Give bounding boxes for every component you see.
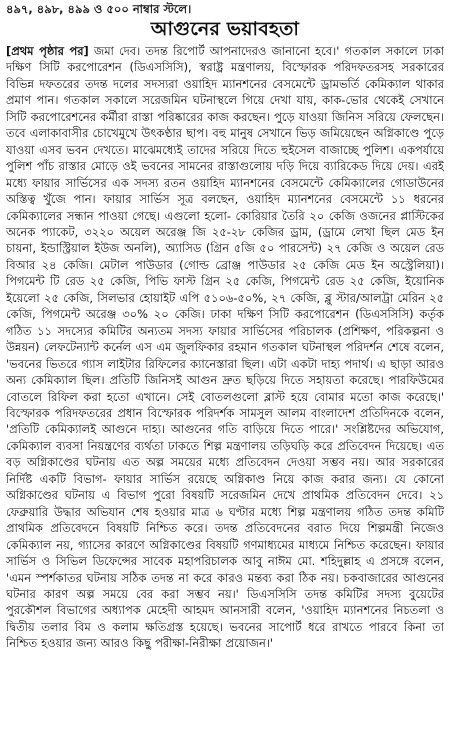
continuation-line: ৪৯৭, ৪৯৮, ৪৯৯ ও ৫০০ নাম্বার স্টলে। [6,2,192,16]
headline: আগুনের ভয়াবহতা [150,18,300,40]
article-body-text: জমা দেব। তদন্ত রিপোর্ট আপনাদেরও জানানো হবে।' গতকাল সকালে ঢাকা দক্ষিণ সিটি করপোরেশন (ডিএসসিসি), স্বরাষ্ট্র মন্ত্রণালয়, বিস্ফোরক পরিদফতরসহ সরকারের বিভিন্ন দফতরের তদন্ত দলের সদস্যরা ওয়াহিদ ম্যানশনের বেসমেন্টে ড্রামভর্তি কেমিক্যাল থাকার প্রমাণ পান। গতকাল সকালে সরেজমিন ঘটনাস্থলে গিয়ে দেখা যায়, কাক-ভোর থেকেই সেখানে সিটি করপোরেশনের কর্মীরা রাস্তা পরিষ্কারের কাজ করছেন। পুড়ে যাওয়া জিনিস সরিয়ে ফেলছেন। তবে এলাকাবাসীর চোখেমুখে উৎকণ্ঠার ছাপ। বহু মানুষ সেখানে ভিড় জমিয়েছেন অগ্নিকাণ্ডে পুড়ে যাওয়া এসব ভবন দেখতে। মাঝেমধ্যেই তাদের সরিয়ে দিতে হুইসেল বাজাচ্ছে পুলিশ। একপর্যায়ে পুলিশ পাঁচ রাস্তার মোড়ে ওই ভবনের সামনের রাস্তাগুলোয় দড়ি দিয়ে ব্যারিকেড দিয়ে দেয়। এরই মধ্যে ফায়ার সার্ভিসের এক সদস্য রতন ওয়াহিদ ম্যানশনের বেসমেন্টে কেমিক্যালের গোডাউনের অস্তিত্ব খুঁজে পান। ফায়ার সার্ভিস সূত্র বলছেন, ওয়াহিদ ম্যানশনের বেসমেন্টে ১১ ধরনের কেমিক্যালের সন্ধান পাওয়া গেছে। এগুলো হলো- কোরিয়ার তৈরি ২০ কেজি ওজনের প্লাস্টিকের অনেক প্যাকেট, ৩২২০ অয়েল অরেঞ্জ জি ২৫-২৮ কেজির ড্রাম, (ড্রামে লেখা ছিল মেড ইন চায়না, ইন্ডাস্ট্রিয়াল ইউজ অনলি), অ্যাসিড (গ্রিন ৫জি ৫০ পারসেন্ট) ২৭ কেজি ও অয়েল রেড বিআর ২৪ কেজি। মেটাল পাউডার (গোল্ড ব্রোঞ্জ পাউডার ২৫ কেজি মেড ইন অস্ট্রেলিয়া)। পিগমেন্ট টি রেড ২৫ কেজি, পিভি ফাস্ট গ্রিন ২৫ কেজি, পিগমেন্ট রেড ২৫ কেজি, ইয়োনিক ইয়েলো ২৫ কেজি, সিলভার হোয়াইট এপি ৫১০৬-৫০%, ২৭ কেজি, ব্লু স্টার/আলট্রা মেরিন ২৫ কেজি, পিগমেন্ট অরেঞ্জ ৩০% ২০ কেজি। ঢাকা দক্ষিণ সিটি করপোরেশন (ডিএসসিসি) কর্তৃক গঠিত ১১ সদস্যের কমিটির অন্যতম সদস্য ফায়ার সার্ভিসের পরিচালক (প্রশিক্ষণ, পরিকল্পনা ও উন্নয়ন) লেফটেন্যান্ট কর্নেল এস এম জুলফিকার রহমান গতকাল ঘটনাস্থল পরিদর্শন শেষে বলেন, 'ভবনের ভিতরে গ্যাস লাইটার রিফিলের ক্যানেস্তারা ছিল। এটা একটা দাহ্য পদার্থ। এ ছাড়া আরও অন্য কেমিক্যাল ছিল। প্রতিটি জিনিসই আগুন দ্রুত ছড়িয়ে দিতে সহায়তা করেছে। পারফিউমের বোতলে রিফিল করা হতো এখানে। সেই বোতলগুলো ব্লাস্ট হয়ে বোমার মতো কাজ করেছে।' বিস্ফোরক পরিদফতরের প্রধান বিস্ফোরক পরিদর্শক সামসুল আলম বাংলাদেশ প্রতিদিনকে বলেন, 'প্রতিটি কেমিক্যালই আগুনে দাহ্য। আগুনের গতি বাড়িয়ে দিতে পারে।' সংশ্লিষ্টদের অভিযোগ, কেমিক্যাল ব্যবসা নিয়ন্ত্রণের ব্যর্থতা ঢাকতে শিল্প মন্ত্রণালয় তড়িঘড়ি করে প্রতিবেদন দিয়েছে। এত বড় অগ্নিকাণ্ডের ঘটনায় এত অল্প সময়ের মধ্যে প্রতিবেদন দেওয়া সম্ভব নয়। আর সরকারের নির্দিষ্ট একটি বিভাগ- ফায়ার সার্ভিস রয়েছে অগ্নিকাণ্ড নিয়ে কাজ করার জন্য। যে কোনো অগ্নিকাণ্ডের ঘটনায় এ বিভাগ পুরো বিষয়টি সরেজমিন দেখে প্রাথমিক প্রতিবেদন দেবে। ২১ ফেব্রুয়ারি উদ্ধার অভিযান শেষ হওয়ার মাত্র ৬ ঘণ্টার মধ্যে শিল্প মন্ত্রণালয় গঠিত তদন্ত কমিটি প্রাথমিক প্রতিবেদনে বিষয়টি নিশ্চিত করে। তদন্ত প্রতিবেদনের বরাত দিয়ে শিল্পমন্ত্রী নিজেও কেমিক্যাল নয়, গ্যাসের কারণে অগ্নিকাণ্ডের বিষয়টি গণমাধ্যমের মাধ্যমে নিশ্চিত করেছেন। ফায়ার সার্ভিস ও সিভিল ডিফেন্সের সাবেক মহাপরিচালক আবু নাঈম মো. শহিদুল্লাহ এ প্রসঙ্গে বলেন, 'এমন স্পর্শকাতর ঘটনায় সঠিক তদন্ত না করে কারও মন্তব্য করা ঠিক নয়। চকবাজারের আগুনের ঘটনার কারণ অল্প সময়ে বের করা সম্ভব নয়।' ডিএসসিসি তদন্ত কমিটির সদস্য বুয়েটের পুরকৌশল বিভাগের অধ্যাপক মেহেদী আহমদ আনসারী বলেন, 'ওয়াহিদ ম্যানশনের নিচতলা ও দ্বিতীয় তলার বিম ও কলাম ক্ষতিগ্রস্ত হয়েছে। ভবনের সাপোর্ট ধরে রাখতে পারবে কিনা তা নিশ্চিত হওয়ার জন্য আরও কিছু পরীক্ষা-নিরীক্ষা প্রয়োজন।' [6,44,444,651]
lead-in: [প্রথম পৃষ্ঠার পর] [6,44,89,58]
news-clipping [6,2,444,748]
article-body [6,43,444,652]
